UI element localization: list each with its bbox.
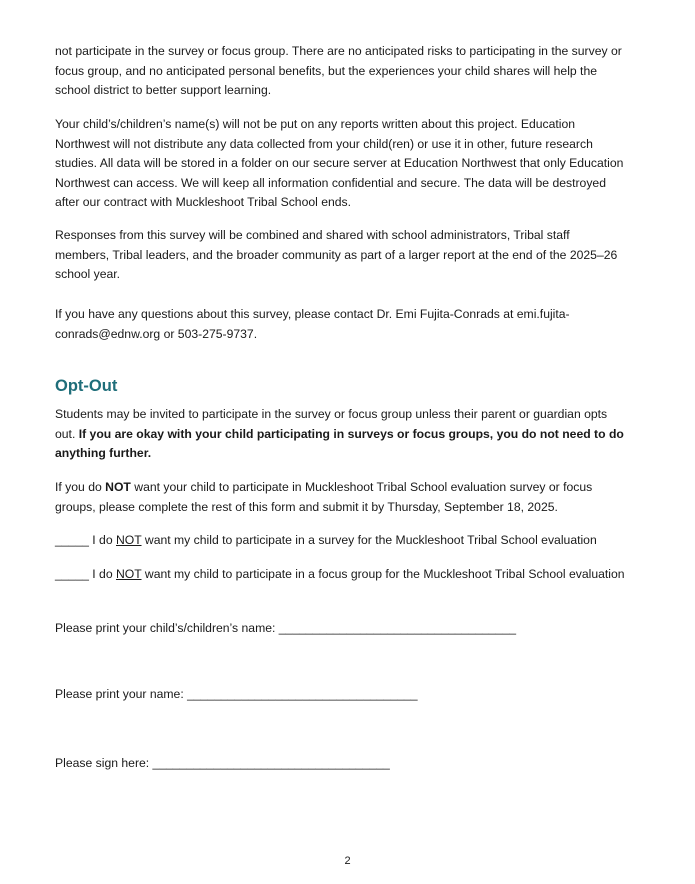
survey-rest: want my child to participate in a survey for the Muckleshoot Tribal School evaluation xyxy=(141,533,597,547)
opt-out-intro xyxy=(55,405,627,464)
instr-post: want your child to participate in Muckleshoot Tribal School evaluation survey or focus groups, please complete the rest of this form and submit it by Thursday, September 18, 2025. xyxy=(55,480,593,514)
focus-not: NOT xyxy=(116,567,142,581)
survey-opt-out-line[interactable] xyxy=(55,531,627,551)
survey-i-do: I do xyxy=(88,533,116,547)
focus-rest: want my child to participate in a focus group for the Muckleshoot Tribal School evaluation xyxy=(141,567,625,581)
instr-pre: If you do xyxy=(55,480,106,494)
signature-field[interactable]: Please sign here: ___________________________________ xyxy=(55,756,390,770)
survey-not: NOT xyxy=(116,533,142,547)
paragraph-responses: Responses from this survey will be combined and shared with school administrators, Tribal staff members, Tribal leaders, and the broader community as part of a larger report at the end of the 2025–26 school year. xyxy=(55,228,618,282)
focus-group-opt-out-line[interactable] xyxy=(55,565,627,585)
paragraph-privacy: Your child’s/children’s name(s) will not be put on any reports written about this project. Education Northwest will not distribute any data collected from your child(ren) or use it in other, future research studies. All data will be stored in a folder on our secure server at Education Northwest that only Education Northwest can access. We will keep all information confidential and secure. The data will be destroyed after our contract with Muckleshoot Tribal School ends. xyxy=(55,117,624,210)
opt-out-intro-regular: Students may be invited to participate in the survey or focus group unless their parent or guardian opts out. xyxy=(55,407,608,441)
instr-not: NOT xyxy=(105,480,131,494)
paragraph-contact: If you have any questions about this survey, please contact Dr. Emi Fujita-Conrads at emi.fujita-conrads@ednw.org or 503-275-9737. xyxy=(55,307,570,341)
focus-blank[interactable]: _____ xyxy=(55,567,89,581)
opt-out-instructions xyxy=(55,478,627,517)
child-name-field[interactable]: Please print your child’s/children’s name: ___________________________________ xyxy=(55,621,517,635)
focus-i-do: I do xyxy=(88,567,116,581)
parent-name-field[interactable]: Please print your name: __________________________________ xyxy=(55,687,418,701)
survey-blank[interactable]: _____ xyxy=(55,533,89,547)
page-number: 2 xyxy=(344,855,351,867)
opt-out-intro-bold: If you are okay with your child participating in surveys or focus groups, you do not need to do anything further. xyxy=(55,426,624,461)
opt-out-heading: Opt-Out xyxy=(55,377,118,395)
paragraph-risks: not participate in the survey or focus group. There are no anticipated risks to participating in the survey or focus group, and no anticipated personal benefits, but the experiences your child shares will help the school district to better support learning. xyxy=(55,44,622,98)
